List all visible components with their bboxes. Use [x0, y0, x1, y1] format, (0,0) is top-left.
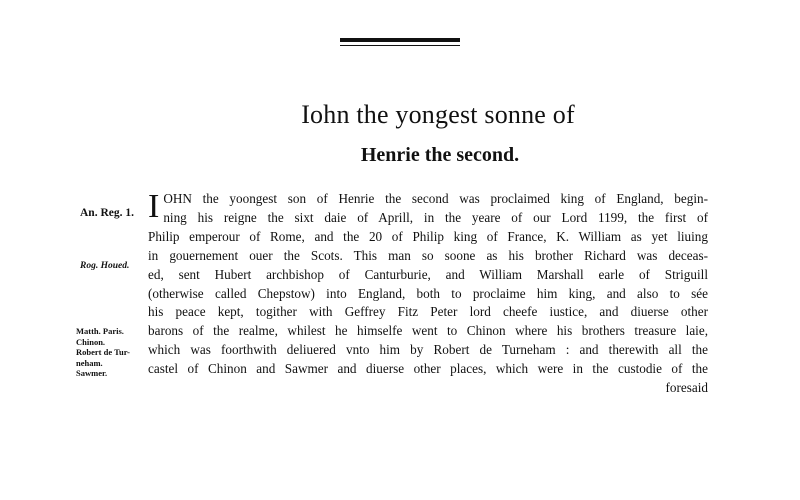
margin-note-group [76, 326, 148, 379]
margin-note-source-houed: Rog. Houed. [80, 261, 130, 271]
body-line: which was foorthwith deliuered vnto him by Robert de Turneham : and therewith all the [148, 342, 708, 358]
body-line: (otherwise called Chepstow) into England, both to proclaime him king, and also to sée [148, 285, 708, 301]
header-rule [340, 38, 460, 42]
body-line: castel of Chinon and Sawmer and diuerse other places, which were in the custodie of the [148, 361, 708, 377]
body-line: his peace kept, togither with Geffrey Fitz Peter lord cheefe iustice, and diuerse other [148, 304, 708, 320]
body-line: Philip emperour of Rome, and the 20 of Philip king of France, K. William as yet liuing [148, 228, 708, 244]
body-line: ning his reigne the sixt daie of Aprill, in the yeare of our Lord 1199, the first of [163, 209, 708, 225]
body-line: barons of the realme, whilest he himselfe went to Chinon where his brothers treasure laie, [148, 323, 708, 339]
body-line-catchword: foresaid [665, 380, 708, 396]
margin-note-place-sawmer: Sawmer. [76, 368, 108, 378]
page-title: Iohn the yongest sonne of [301, 100, 575, 129]
body-paragraph [148, 190, 708, 398]
margin-note-place-chinon: Chinon. [76, 336, 106, 347]
header-rule-thin [340, 45, 460, 46]
drop-cap: I [148, 188, 160, 225]
body-line: OHN the yoongest son of Henrie the second was proclaimed king of England, begin- [163, 191, 708, 206]
body-line: ed, sent Hubert archbishop of Canturburie, and William Marshall earle of Striguill [148, 266, 708, 282]
margin-note-source-paris: Matth. Paris. [76, 326, 124, 336]
page-subtitle: Henrie the second. [360, 144, 520, 166]
body-line: in gouernement ouer the Scots. This man so soone as his brother Richard was deceas- [148, 247, 708, 263]
margin-note-regnal-year: An. Reg. 1. [80, 207, 134, 219]
margin-note-source-turneham-cont: neham. [76, 357, 103, 368]
margin-note-source-turneham: Robert de Tur- [76, 347, 130, 357]
